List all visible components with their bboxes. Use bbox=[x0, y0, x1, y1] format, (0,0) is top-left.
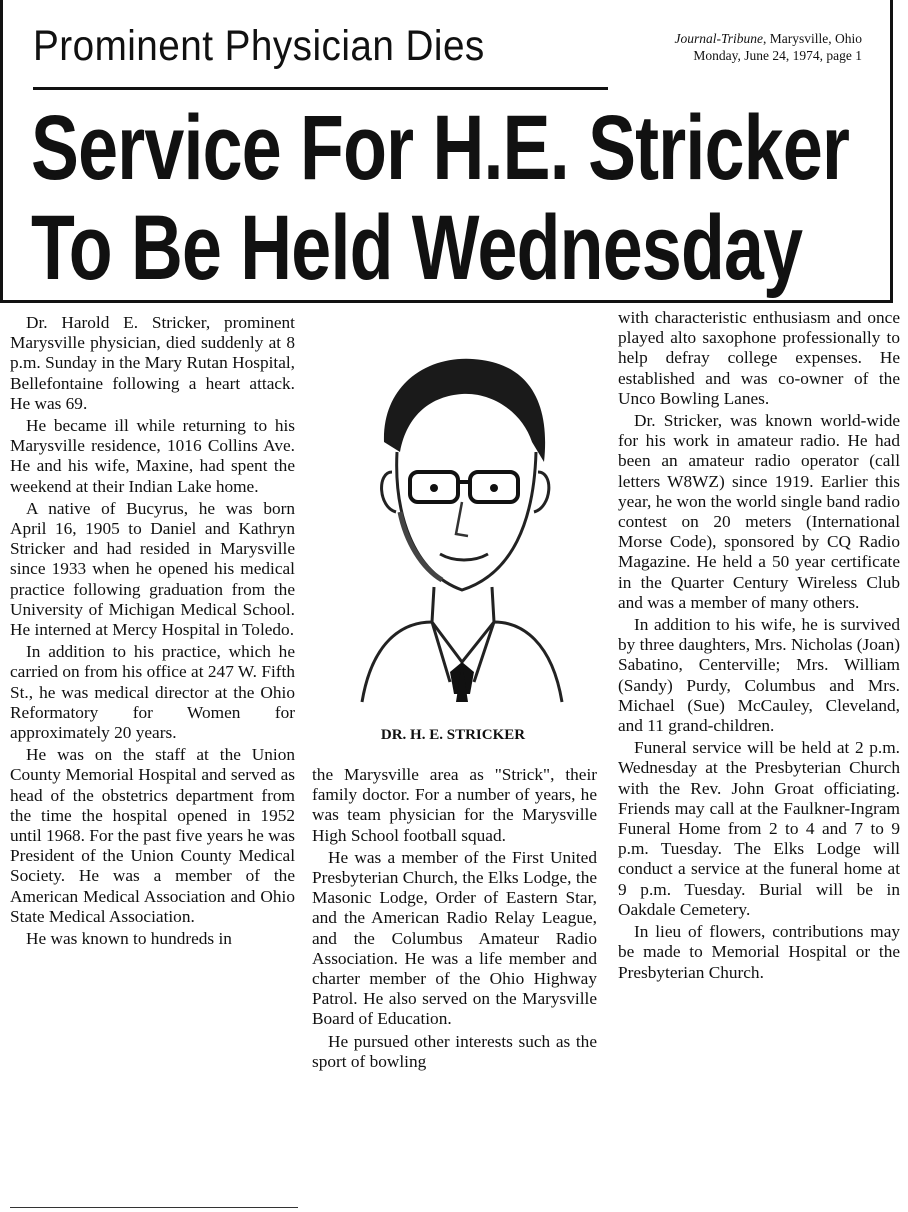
portrait-photo bbox=[322, 322, 592, 712]
paragraph: Dr. Harold E. Stricker, prominent Marysville physician, died suddenly at 8 p.m. Sunday in the Mary Rutan Hospital, Bellefontaine following a heart attack. He was 69. bbox=[10, 313, 295, 413]
article-column-1 bbox=[10, 313, 295, 951]
paragraph: He pursued other interests such as the sport of bowling bbox=[312, 1031, 597, 1071]
paragraph: In addition to his wife, he is survived by three daughters, Mrs. Nicholas (Joan) Sabatino, Centerville; Mrs. William (Sandy) Purdy, Columbus and Mrs. Michael (Sue) McCauley, Cleveland, and 11 grand-children. bbox=[618, 615, 900, 736]
paragraph: the Marysville area as "Strick", their family doctor. For a number of years, he was team physician for the Marysville High School football squad. bbox=[312, 765, 597, 845]
headline-line-1: Service For H.E. Stricker bbox=[31, 97, 850, 199]
paragraph: He was on the staff at the Union County Memorial Hospital and served as head of the obstetrics department from the time the hospital opened in 1952 until 1968. For the past five years he was President of the Union County Medical Society. He was a member of the American Medical Association and Ohio State Medical Association. bbox=[10, 745, 295, 926]
headline-line-2: To Be Held Wednesday bbox=[31, 197, 803, 299]
paragraph: He became ill while returning to his Marysville residence, 1016 Collins Ave. He and his wife, Maxine, had spent the weekend at their Indian Lake home. bbox=[10, 416, 295, 496]
publication-location: , Marysville, Ohio bbox=[763, 31, 862, 46]
photo-caption: DR. H. E. STRICKER bbox=[380, 727, 526, 743]
dateline bbox=[674, 30, 862, 64]
paragraph: Dr. Stricker, was known world-wide for his work in amateur radio. He had been an amateur radio operator (call letters W8WZ) since 1919. Earlier this year, he won the world single band radio contest on 20 meters (International Morse Code), sponsored by CQ Radio Magazine. He held a 50 year certificate in the Quarter Century Wireless Club and was a member of many others. bbox=[618, 411, 900, 612]
main-headline bbox=[31, 98, 849, 298]
article-column-3 bbox=[618, 308, 900, 985]
paragraph: with characteristic enthusiasm and once played alto saxophone professionally to help defray college expenses. He established and was co-owner of the Unco Bowling Lanes. bbox=[618, 308, 900, 408]
publication-name: Journal-Tribune bbox=[674, 31, 763, 46]
paragraph: A native of Bucyrus, he was born April 16, 1905 to Daniel and Kathryn Stricker and had resided in Marysville since 1933 when he opened his medical practice following graduation from the University of Michigan Medical School. He interned at Mercy Hospital in Toledo. bbox=[10, 498, 295, 640]
headline-box bbox=[0, 0, 893, 303]
kicker-underline bbox=[33, 87, 608, 90]
paragraph: He was a member of the First United Presbyterian Church, the Elks Lodge, the Masonic Lodge, Order of Eastern Star, and the American Radio Relay League, and the Columbus Amateur Radio Association. He was a life member and charter member of the Ohio Highway Patrol. He also served on the Marysville Board of Education. bbox=[312, 847, 597, 1029]
paragraph: Funeral service will be held at 2 p.m. Wednesday at the Presbyterian Church with the Rev. John Groat officiating. Friends may call at the Faulkner-Ingram Funeral Home from 2 to 4 and 7 to 9 p.m. Tuesday. The Elks Lodge will conduct a service at the funeral home at 9 p.m. Tuesday. Burial will be in Oakdale Cemetery. bbox=[618, 738, 900, 919]
bottom-divider bbox=[10, 1207, 298, 1208]
paragraph: In lieu of flowers, contributions may be made to Memorial Hospital or the Presbyterian Church. bbox=[618, 922, 900, 982]
publication-date: Monday, June 24, 1974, page 1 bbox=[693, 48, 862, 63]
kicker-headline: Prominent Physician Dies bbox=[33, 22, 485, 70]
article-column-2 bbox=[312, 765, 597, 1074]
portrait-image bbox=[322, 322, 592, 712]
paragraph: He was known to hundreds in bbox=[26, 929, 232, 949]
paragraph: In addition to his practice, which he carried on from his office at 247 W. Fifth St., he was medical director at the Ohio Reformatory for Women for approximately 20 years. bbox=[10, 642, 295, 743]
